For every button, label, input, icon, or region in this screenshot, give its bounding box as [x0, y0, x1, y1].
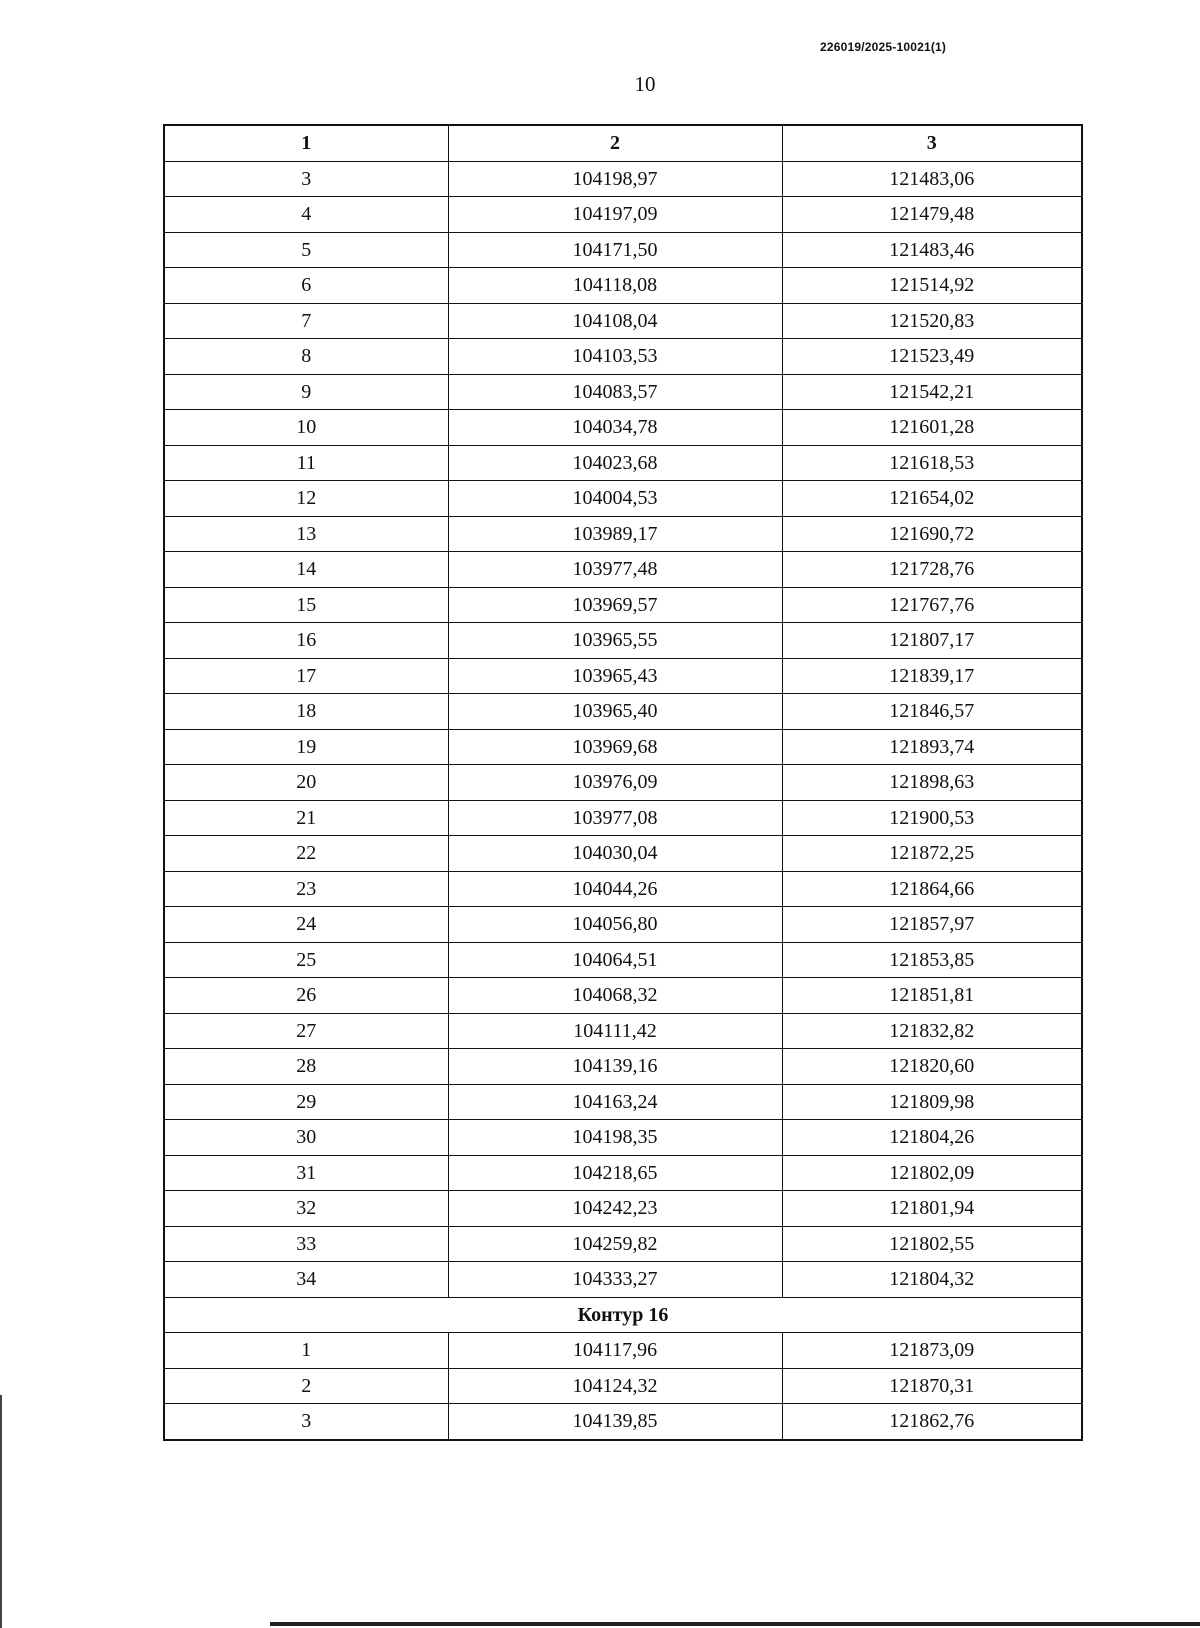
table-row	[164, 836, 1082, 872]
x-coordinate-cell: 103969,57	[448, 587, 782, 623]
table-row	[164, 339, 1082, 375]
y-coordinate-cell: 121820,60	[782, 1049, 1082, 1085]
table-row	[164, 268, 1082, 304]
table-row	[164, 800, 1082, 836]
y-coordinate-cell: 121809,98	[782, 1084, 1082, 1120]
y-coordinate-cell: 121839,17	[782, 658, 1082, 694]
point-number-cell: 3	[164, 161, 448, 197]
table-row	[164, 942, 1082, 978]
x-coordinate-cell: 103977,08	[448, 800, 782, 836]
point-number-cell: 14	[164, 552, 448, 588]
x-coordinate-cell: 104030,04	[448, 836, 782, 872]
y-coordinate-cell: 121870,31	[782, 1368, 1082, 1404]
header-col-3: 3	[782, 125, 1082, 161]
point-number-cell: 30	[164, 1120, 448, 1156]
x-coordinate-cell: 104117,96	[448, 1333, 782, 1369]
point-number-cell: 31	[164, 1155, 448, 1191]
y-coordinate-cell: 121514,92	[782, 268, 1082, 304]
table-row	[164, 232, 1082, 268]
y-coordinate-cell: 121654,02	[782, 481, 1082, 517]
table-row	[164, 481, 1082, 517]
y-coordinate-cell: 121802,09	[782, 1155, 1082, 1191]
y-coordinate-cell: 121767,76	[782, 587, 1082, 623]
point-number-cell: 29	[164, 1084, 448, 1120]
x-coordinate-cell: 104111,42	[448, 1013, 782, 1049]
x-coordinate-cell: 104242,23	[448, 1191, 782, 1227]
y-coordinate-cell: 121802,55	[782, 1226, 1082, 1262]
y-coordinate-cell: 121864,66	[782, 871, 1082, 907]
y-coordinate-cell: 121804,32	[782, 1262, 1082, 1298]
point-number-cell: 18	[164, 694, 448, 730]
x-coordinate-cell: 103989,17	[448, 516, 782, 552]
point-number-cell: 6	[164, 268, 448, 304]
point-number-cell: 19	[164, 729, 448, 765]
y-coordinate-cell: 121483,06	[782, 161, 1082, 197]
y-coordinate-cell: 121542,21	[782, 374, 1082, 410]
table-row	[164, 1226, 1082, 1262]
x-coordinate-cell: 104171,50	[448, 232, 782, 268]
table-row	[164, 694, 1082, 730]
x-coordinate-cell: 104103,53	[448, 339, 782, 375]
table-row	[164, 658, 1082, 694]
point-number-cell: 25	[164, 942, 448, 978]
table-row	[164, 587, 1082, 623]
table-header-row	[164, 125, 1082, 161]
scan-border-line-left	[0, 1395, 2, 1628]
table-row	[164, 1262, 1082, 1298]
section-header-body	[164, 1297, 1082, 1333]
y-coordinate-cell: 121601,28	[782, 410, 1082, 446]
point-number-cell: 8	[164, 339, 448, 375]
table-row	[164, 1049, 1082, 1085]
x-coordinate-cell: 104056,80	[448, 907, 782, 943]
x-coordinate-cell: 103977,48	[448, 552, 782, 588]
x-coordinate-cell: 104083,57	[448, 374, 782, 410]
x-coordinate-cell: 104068,32	[448, 978, 782, 1014]
table-row	[164, 978, 1082, 1014]
y-coordinate-cell: 121807,17	[782, 623, 1082, 659]
point-number-cell: 15	[164, 587, 448, 623]
x-coordinate-cell: 103969,68	[448, 729, 782, 765]
header-col-1: 1	[164, 125, 448, 161]
x-coordinate-cell: 104034,78	[448, 410, 782, 446]
y-coordinate-cell: 121479,48	[782, 197, 1082, 233]
x-coordinate-cell: 104044,26	[448, 871, 782, 907]
point-number-cell: 11	[164, 445, 448, 481]
point-number-cell: 21	[164, 800, 448, 836]
point-number-cell: 34	[164, 1262, 448, 1298]
point-number-cell: 12	[164, 481, 448, 517]
point-number-cell: 9	[164, 374, 448, 410]
point-number-cell: 24	[164, 907, 448, 943]
point-number-cell: 32	[164, 1191, 448, 1227]
point-number-cell: 28	[164, 1049, 448, 1085]
point-number-cell: 1	[164, 1333, 448, 1369]
table-row	[164, 1120, 1082, 1156]
table-row	[164, 445, 1082, 481]
x-coordinate-cell: 104004,53	[448, 481, 782, 517]
x-coordinate-cell: 103965,40	[448, 694, 782, 730]
x-coordinate-cell: 104163,24	[448, 1084, 782, 1120]
point-number-cell: 22	[164, 836, 448, 872]
table-row	[164, 552, 1082, 588]
y-coordinate-cell: 121520,83	[782, 303, 1082, 339]
table-row	[164, 729, 1082, 765]
y-coordinate-cell: 121862,76	[782, 1404, 1082, 1440]
table-row	[164, 623, 1082, 659]
point-number-cell: 4	[164, 197, 448, 233]
y-coordinate-cell: 121728,76	[782, 552, 1082, 588]
point-number-cell: 27	[164, 1013, 448, 1049]
y-coordinate-cell: 121846,57	[782, 694, 1082, 730]
y-coordinate-cell: 121898,63	[782, 765, 1082, 801]
table-row	[164, 516, 1082, 552]
x-coordinate-cell: 104139,85	[448, 1404, 782, 1440]
y-coordinate-cell: 121483,46	[782, 232, 1082, 268]
scan-border-line	[270, 1622, 1200, 1626]
point-number-cell: 3	[164, 1404, 448, 1440]
coordinates-table-wrapper	[163, 124, 1081, 1441]
y-coordinate-cell: 121853,85	[782, 942, 1082, 978]
table-body	[164, 161, 1082, 1297]
table-row	[164, 765, 1082, 801]
point-number-cell: 7	[164, 303, 448, 339]
y-coordinate-cell: 121618,53	[782, 445, 1082, 481]
point-number-cell: 33	[164, 1226, 448, 1262]
x-coordinate-cell: 104197,09	[448, 197, 782, 233]
x-coordinate-cell: 104333,27	[448, 1262, 782, 1298]
table-row	[164, 161, 1082, 197]
coordinates-table	[163, 124, 1083, 1441]
y-coordinate-cell: 121832,82	[782, 1013, 1082, 1049]
document-id: 226019/2025-10021(1)	[820, 40, 947, 54]
x-coordinate-cell: 104118,08	[448, 268, 782, 304]
y-coordinate-cell: 121900,53	[782, 800, 1082, 836]
table-row	[164, 871, 1082, 907]
section-header-row	[164, 1297, 1082, 1333]
x-coordinate-cell: 104064,51	[448, 942, 782, 978]
x-coordinate-cell: 104198,35	[448, 1120, 782, 1156]
section-table-body	[164, 1333, 1082, 1440]
x-coordinate-cell: 104108,04	[448, 303, 782, 339]
table-row	[164, 303, 1082, 339]
y-coordinate-cell: 121872,25	[782, 836, 1082, 872]
table-row	[164, 1191, 1082, 1227]
y-coordinate-cell: 121804,26	[782, 1120, 1082, 1156]
y-coordinate-cell: 121873,09	[782, 1333, 1082, 1369]
y-coordinate-cell: 121801,94	[782, 1191, 1082, 1227]
x-coordinate-cell: 104218,65	[448, 1155, 782, 1191]
x-coordinate-cell: 103965,55	[448, 623, 782, 659]
section-table-row	[164, 1404, 1082, 1440]
section-table-row	[164, 1333, 1082, 1369]
x-coordinate-cell: 103976,09	[448, 765, 782, 801]
point-number-cell: 10	[164, 410, 448, 446]
section-table-row	[164, 1368, 1082, 1404]
x-coordinate-cell: 103965,43	[448, 658, 782, 694]
point-number-cell: 17	[164, 658, 448, 694]
table-row	[164, 1013, 1082, 1049]
point-number-cell: 26	[164, 978, 448, 1014]
x-coordinate-cell: 104198,97	[448, 161, 782, 197]
table-row	[164, 410, 1082, 446]
header-col-2: 2	[448, 125, 782, 161]
section-title: Контур 16	[164, 1297, 1082, 1333]
x-coordinate-cell: 104023,68	[448, 445, 782, 481]
y-coordinate-cell: 121690,72	[782, 516, 1082, 552]
table-row	[164, 907, 1082, 943]
table-row	[164, 197, 1082, 233]
y-coordinate-cell: 121851,81	[782, 978, 1082, 1014]
table-row	[164, 1155, 1082, 1191]
x-coordinate-cell: 104124,32	[448, 1368, 782, 1404]
point-number-cell: 2	[164, 1368, 448, 1404]
x-coordinate-cell: 104139,16	[448, 1049, 782, 1085]
point-number-cell: 23	[164, 871, 448, 907]
table-row	[164, 374, 1082, 410]
point-number-cell: 20	[164, 765, 448, 801]
x-coordinate-cell: 104259,82	[448, 1226, 782, 1262]
point-number-cell: 16	[164, 623, 448, 659]
table-row	[164, 1084, 1082, 1120]
y-coordinate-cell: 121893,74	[782, 729, 1082, 765]
page-number: 10	[634, 72, 656, 96]
y-coordinate-cell: 121857,97	[782, 907, 1082, 943]
point-number-cell: 5	[164, 232, 448, 268]
y-coordinate-cell: 121523,49	[782, 339, 1082, 375]
point-number-cell: 13	[164, 516, 448, 552]
